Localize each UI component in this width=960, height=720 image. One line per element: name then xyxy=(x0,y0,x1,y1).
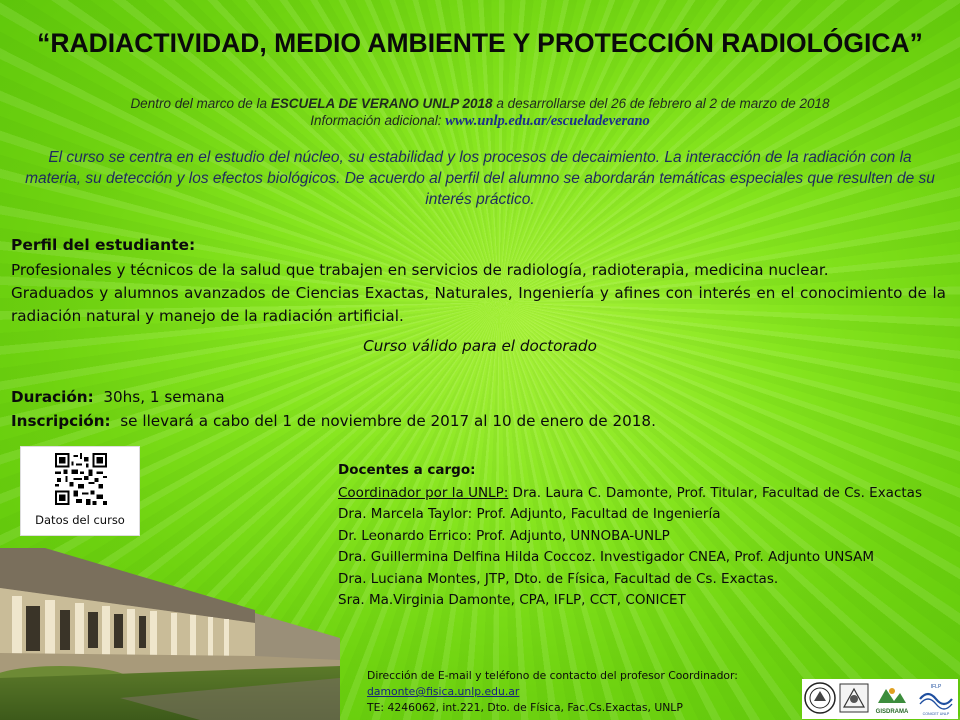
coordinador-label: Coordinador por la UNLP: xyxy=(338,485,509,501)
inscripcion-label: Inscripción: xyxy=(11,412,111,430)
duracion-label: Duración: xyxy=(11,388,94,406)
docente-item: Dr. Leonardo Errico: Prof. Adjunto, UNNOBA-UNLP xyxy=(338,527,670,544)
intro-line-2: Información adicional: www.unlp.edu.ar/escueladeverano xyxy=(310,113,650,129)
docentes-heading: Docentes a cargo: xyxy=(338,462,476,478)
perfil-heading: Perfil del estudiante: xyxy=(11,236,196,254)
docente-item: Dra. Marcela Taylor: Prof. Adjunto, Facultad de Ingeniería xyxy=(338,506,721,523)
intro-block xyxy=(0,95,960,130)
perfil-paragraph-2: Graduados y alumnos avanzados de Ciencias Exactas, Naturales, Ingeniería y afines con interés en el conocimiento de la radiación natural y manejo de la radiación artificial. xyxy=(11,284,946,325)
gisdrama-text: GISDRAMA xyxy=(875,709,909,715)
docente-item: Dra. Luciana Montes, JTP, Dto. de Física, Facultad de Cs. Exactas. xyxy=(338,570,779,587)
institution-logos xyxy=(802,679,958,719)
conicet-unlp-text: CONICET UNLP xyxy=(922,712,950,716)
perfil-text xyxy=(11,259,946,328)
contact-block xyxy=(367,668,738,716)
duracion-row xyxy=(11,388,225,406)
docente-item: Dra. Guillermina Delfina Hilda Coccoz. Investigador CNEA, Prof. Adjunto UNSAM xyxy=(338,549,875,566)
intro-line-1: Dentro del marco de la ESCUELA DE VERANO UNLP 2018 a desarrollarse del 26 de febrero al 2 de marzo de 2018 xyxy=(130,96,830,111)
school-name: ESCUELA DE VERANO UNLP 2018 xyxy=(270,96,493,111)
info-link[interactable]: www.unlp.edu.ar/escueladeverano xyxy=(445,113,650,129)
iflp-text: IFLP xyxy=(930,684,942,690)
contact-email-link[interactable]: damonte@fisica.unlp.edu.ar xyxy=(367,685,520,698)
docente-coordinador: Coordinador por la UNLP: Dra. Laura C. Damonte, Prof. Titular, Facultad de Cs. Exactas xyxy=(338,485,922,501)
qr-card[interactable] xyxy=(20,446,140,536)
faculty-building-photo xyxy=(0,548,340,720)
contact-phone: TE: 4246062, int.221, Dto. de Física, Fac.Cs.Exactas, UNLP xyxy=(367,701,683,714)
page-title: “RADIACTIVIDAD, MEDIO AMBIENTE Y PROTECCIÓN RADIOLÓGICA” xyxy=(37,28,923,58)
unlp-seal-icon xyxy=(805,683,835,713)
docentes-list xyxy=(338,483,938,611)
contact-heading: Dirección de E-mail y teléfono de contacto del profesor Coordinador: xyxy=(367,669,738,682)
perfil-paragraph-1: Profesionales y técnicos de la salud que trabajen en servicios de radiología, radioterapia, medicina nuclear. xyxy=(11,261,829,279)
duracion-value: 30hs, 1 semana xyxy=(103,388,225,406)
docente-item: Sra. Ma.Virginia Damonte, CPA, IFLP, CCT, CONICET xyxy=(338,592,686,609)
qr-caption: Datos del curso xyxy=(35,513,125,527)
doctorado-note: Curso válido para el doctorado xyxy=(363,337,597,355)
inscripcion-value: se llevará a cabo del 1 de noviembre de 2017 al 10 de enero de 2018. xyxy=(120,412,656,430)
course-description: El curso se centra en el estudio del núcleo, su estabilidad y los procesos de decaimiento. La interacción de la radiación con la materia, su detección y los efectos biológicos. De acuerdo al perfil del alumno se abordarán temáticas especiales que resulten de su interés práctico. xyxy=(25,149,935,208)
qr-code-icon[interactable] xyxy=(55,453,107,505)
faculty-seal-icon xyxy=(840,684,868,712)
inscripcion-row xyxy=(11,412,656,430)
